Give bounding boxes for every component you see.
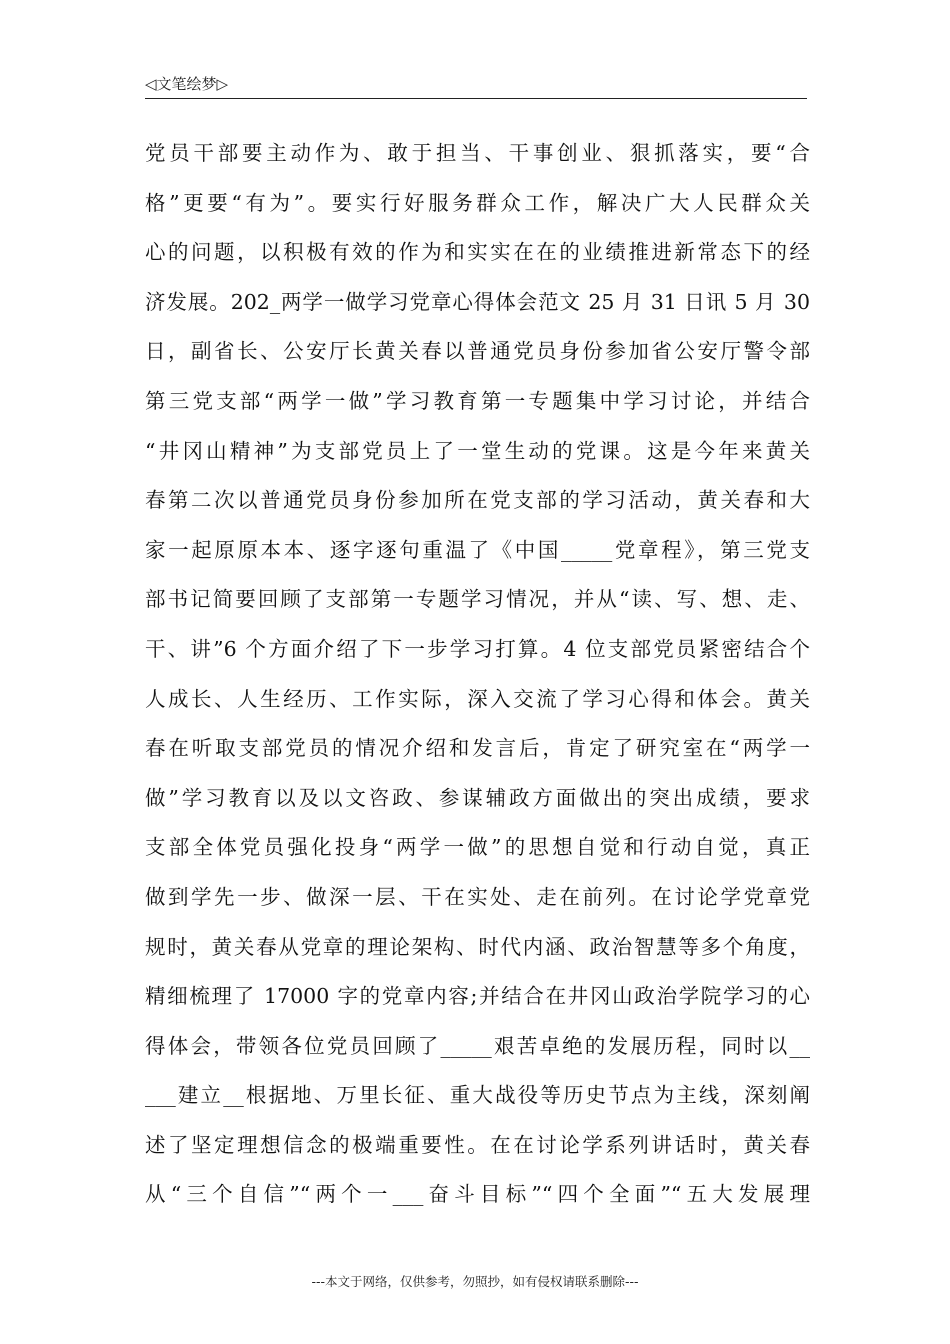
- document-header: [145, 72, 807, 96]
- body-line: 春第二次以普通党员身份参加所在党支部的学习活动，黄关春和大: [145, 488, 810, 513]
- header-divider: [145, 98, 807, 99]
- body-line: 得体会，带领各位党员回顾了_____艰苦卓绝的发展历程，同时以__: [145, 1033, 810, 1058]
- body-line: 做”学习教育以及以文咨政、参谋辅政方面做出的突出成绩，要求: [145, 785, 810, 810]
- body-line: 党员干部要主动作为、敢于担当、干事创业、狠抓落实，要“合: [145, 141, 810, 165]
- body-line: 述了坚定理想信念的极端重要性。在在讨论学系列讲话时，黄关春: [145, 1132, 810, 1157]
- footer-disclaimer: ---本文于网络，仅供参考，勿照抄，如有侵权请联系删除---: [311, 1274, 639, 1289]
- body-line: 春在听取支部党员的情况介绍和发言后，肯定了研究室在“两学一: [145, 736, 810, 761]
- body-line: 部书记简要回顾了支部第一专题学习情况，并从“读、写、想、走、: [145, 587, 810, 612]
- body-line: “井冈山精神”为支部党员上了一堂生动的党课。这是今年来黄关: [145, 438, 810, 463]
- header-title: ◁文笔绘梦▷: [145, 75, 229, 93]
- body-line: 日，副省长、公安厅长黄关春以普通党员身份参加省公安厅警令部: [145, 339, 810, 364]
- body-line: 格”更要“有为”。要实行好服务群众工作，解决广大人民群众关: [145, 190, 810, 215]
- body-line: 精细梳理了 17000 字的党章内容;并结合在井冈山政治学院学习的心: [145, 984, 810, 1009]
- body-line: 心的问题，以积极有效的作为和实实在在的业绩推进新常态下的经: [145, 240, 810, 265]
- body-line: ___建立__根据地、万里长征、重大战役等历史节点为主线，深刻阐: [145, 1083, 810, 1108]
- body-line: 规时，黄关春从党章的理论架构、时代内涵、政治智慧等多个角度，: [145, 934, 810, 959]
- body-line: 第三党支部“两学一做”学习教育第一专题集中学习讨论，并结合: [145, 388, 810, 413]
- body-line: 做到学先一步、做深一层、干在实处、走在前列。在讨论学党章党: [145, 884, 810, 909]
- body-line: 家一起原原本本、逐字逐句重温了《中国_____党章程》，第三党支: [145, 537, 810, 562]
- document-body: [145, 129, 810, 1220]
- body-line: 人成长、人生经历、工作实际，深入交流了学习心得和体会。黄关: [145, 686, 810, 711]
- document-footer: [0, 1272, 950, 1290]
- body-line: 支部全体党员强化投身“两学一做”的思想自觉和行动自觉，真正: [145, 835, 810, 860]
- body-line: 济发展。202_两学一做学习党章心得体会范文 25 月 31 日讯 5 月 30: [145, 289, 810, 314]
- body-line: 干、讲”6 个方面介绍了下一步学习打算。4 位支部党员紧密结合个: [145, 636, 810, 661]
- body-line: 从“三个自信”“两个一___奋斗目标”“四个全面”“五大发展理: [145, 1182, 810, 1207]
